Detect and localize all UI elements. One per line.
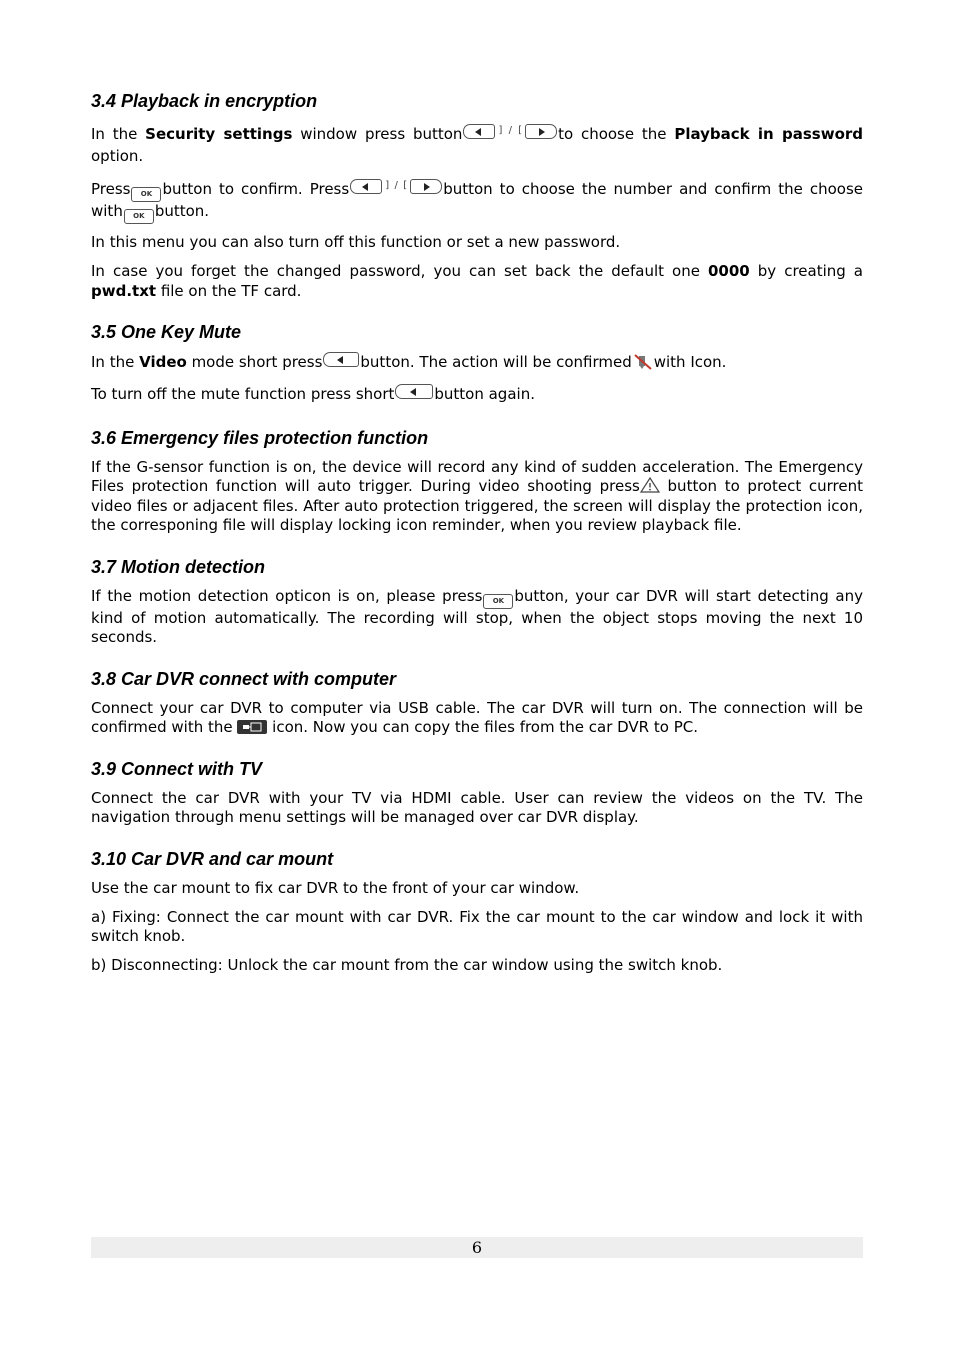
right-button-icon bbox=[410, 179, 442, 202]
left-button-icon bbox=[463, 124, 495, 147]
ok-button-icon: OK bbox=[483, 589, 513, 609]
page-number: 6 bbox=[471, 1238, 483, 1257]
paragraph: If the motion detection opticon is on, please press OK button, your car DVR will start detecting any kind of motion automatically. The recording will stop, when the object stops moving the next 10 seconds. bbox=[91, 586, 864, 646]
section-one-key-mute bbox=[91, 321, 863, 407]
paragraph: In case you forget the changed password, you can set back the default one 0000 by creating a pwd.txt file on the TF card. bbox=[91, 262, 863, 300]
paragraph: To turn off the mute function press short button again. bbox=[91, 384, 863, 407]
heading-3-8: 3.8 Car DVR connect with computer bbox=[91, 668, 397, 689]
section-car-mount bbox=[91, 848, 863, 976]
section-connect-tv bbox=[91, 758, 863, 828]
heading-3-9: 3.9 Connect with TV bbox=[91, 758, 263, 779]
heading-3-10: 3.10 Car DVR and car mount bbox=[91, 848, 334, 869]
left-button-icon bbox=[395, 384, 433, 407]
paragraph: Press OK button to confirm. Press ] / [ button to choose the number and confirm the choose with OK button. bbox=[91, 176, 863, 224]
section-connect-computer bbox=[91, 668, 863, 738]
usb-connection-icon bbox=[237, 720, 267, 734]
paragraph: Connect the car DVR with your TV via HDMI cable. User can review the videos on the TV. The navigation through menu settings will be managed over car DVR display. bbox=[91, 788, 863, 826]
mute-icon bbox=[632, 353, 654, 371]
section-emergency-files bbox=[91, 427, 863, 536]
paragraph: Connect your car DVR to computer via USB cable. The car DVR will turn on. The connection will be confirmed with the icon. Now you can copy the files from the car DVR to PC. bbox=[91, 698, 863, 736]
paragraph: Use the car mount to fix car DVR to the front of your car window. bbox=[91, 878, 580, 897]
heading-3-4: 3.4 Playback in encryption bbox=[91, 91, 318, 111]
ok-button-icon: OK bbox=[131, 182, 161, 202]
ok-button-icon: OK bbox=[124, 204, 154, 224]
heading-3-5: 3.5 One Key Mute bbox=[91, 322, 242, 342]
document-page bbox=[91, 90, 863, 996]
section-motion-detection bbox=[91, 556, 863, 648]
paragraph: a) Fixing: Connect the car mount with car DVR. Fix the car mount to the car window and lock it with switch knob. bbox=[91, 907, 863, 945]
paragraph: In this menu you can also turn off this function or set a new password. bbox=[91, 233, 621, 251]
heading-3-7: 3.7 Motion detection bbox=[91, 556, 266, 577]
left-button-icon bbox=[350, 179, 382, 202]
paragraph: In the Security settings window press button ] / [ to choose the Playback in password option. bbox=[91, 125, 864, 165]
section-playback-encryption bbox=[91, 90, 863, 301]
right-button-icon bbox=[525, 124, 557, 147]
paragraph: If the G-sensor function is on, the device will record any kind of sudden acceleration. The Emergency Files protection function will auto trigger. During video shooting press button to protect current video files or adjacent files. After auto protection triggered, the screen will display the protection icon, the corresponing file will display locking icon reminder, when you review playback file. bbox=[91, 457, 863, 534]
warning-icon bbox=[640, 477, 660, 493]
heading-3-6: 3.6 Emergency files protection function bbox=[91, 427, 429, 448]
left-button-icon bbox=[323, 352, 359, 375]
paragraph: b) Disconnecting: Unlock the car mount from the car window using the switch knob. bbox=[91, 956, 723, 974]
paragraph: In the Video mode short press button. The action will be confirmed with Icon. bbox=[91, 352, 863, 375]
page-number-footer bbox=[91, 1237, 863, 1258]
